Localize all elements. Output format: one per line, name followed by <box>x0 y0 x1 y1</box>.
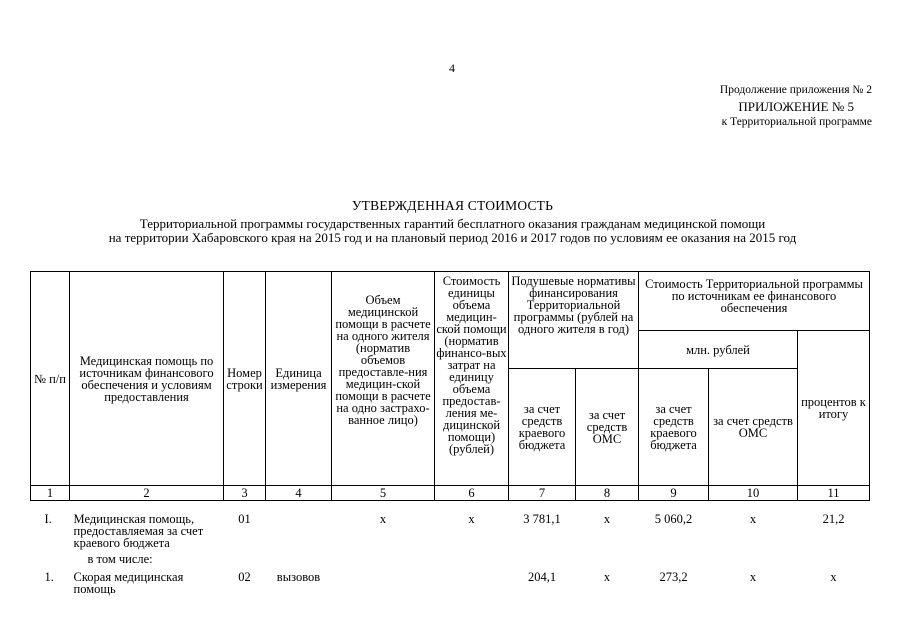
row-percent: 21,2 <box>822 512 845 526</box>
column-number: 4 <box>266 486 332 501</box>
row-cost-budget: 273,2 <box>659 570 688 584</box>
row-per-capita-budget: 204,1 <box>527 570 557 584</box>
header-per-capita: Подушевые нормативы финансирования Территориальной программы (рублей на одного жителя в год) <box>509 272 639 369</box>
header-volume: Объем медицинской помощи в расчете на одного жителя (норматив объемов предоставле-ния медицин-ской помощи в расчете на одно застрахо-ванное лицо) <box>332 272 435 486</box>
header-percent: процентов к итогу <box>798 331 870 486</box>
column-number: 1 <box>31 486 70 501</box>
header-num: № п/п <box>31 272 70 486</box>
row-name: в том числе: <box>87 552 153 566</box>
column-number: 3 <box>224 486 266 501</box>
document-subtitle <box>0 217 905 245</box>
row-line: 02 <box>238 570 251 584</box>
row-unit-cost <box>435 569 509 595</box>
column-number: 8 <box>576 486 639 501</box>
row-percent: х <box>830 570 837 584</box>
header-mln-rubles: млн. рублей <box>639 331 798 369</box>
column-number-row <box>31 486 870 501</box>
row-per-capita-oms: х <box>603 512 611 526</box>
cost-table <box>30 271 870 595</box>
table-row <box>31 553 870 569</box>
subtitle-line-1: Территориальной программы государственных гарантий бесплатного оказания гражданам медицинской помощи <box>139 216 766 231</box>
header-unit: Единица измерения <box>266 272 332 486</box>
column-number: 6 <box>435 486 509 501</box>
row-name: Медицинская помощь, предоставляемая за счет краевого бюджета <box>73 512 204 550</box>
row-unit <box>266 501 332 554</box>
column-number: 10 <box>709 486 798 501</box>
appendix-continuation: Продолжение приложения № 2 <box>719 84 872 96</box>
row-cost-oms: х <box>749 512 757 526</box>
row-line: 01 <box>238 512 251 526</box>
row-per-capita-budget: 3 781,1 <box>523 512 561 526</box>
header-cost-budget: за счет средств краевого бюджета <box>639 369 709 486</box>
column-number: 11 <box>798 486 870 501</box>
column-number: 5 <box>332 486 435 501</box>
document-title: УТВЕРЖДЕННАЯ СТОИМОСТЬ <box>351 198 554 213</box>
row-num: 1. <box>44 570 54 584</box>
header-care: Медицинская помощь по источникам финансового обеспечения и условиям предоставления <box>70 272 224 486</box>
row-num <box>31 553 70 569</box>
header-per-capita-oms: за счет средств ОМС <box>576 369 639 486</box>
row-unit-cost: х <box>468 512 475 526</box>
page-number: 4 <box>449 61 455 75</box>
header-unit-cost: Стоимость единицы объема медицин-ской помощи (норматив финансо-вых затрат на единицу объема предостав-ления ме-дицинской помощи) (рублей) <box>435 272 509 486</box>
table-row <box>31 501 870 554</box>
row-per-capita-oms: х <box>603 570 611 584</box>
row-name: Скорая медицинская помощь <box>73 570 184 596</box>
column-number: 9 <box>639 486 709 501</box>
column-number: 7 <box>509 486 576 501</box>
subtitle-line-2: на территории Хабаровского края на 2015 год и на плановый период 2016 и 2017 годов по условиям ее оказания на 2015 год <box>108 230 797 245</box>
column-number: 2 <box>70 486 224 501</box>
header-program-cost: Стоимость Территориальной программы по источникам ее финансового обеспечения <box>639 272 870 331</box>
table-row <box>31 569 870 595</box>
header-line: Номер строки <box>224 272 266 486</box>
appendix-reference: к Территориальной программе <box>721 116 872 128</box>
appendix-title: ПРИЛОЖЕНИЕ № 5 <box>738 99 854 114</box>
appendix-block <box>612 83 872 130</box>
header-cost-oms: за счет средств ОМС <box>709 369 798 486</box>
row-volume <box>332 569 435 595</box>
row-unit: вызовов <box>276 570 321 584</box>
row-cost-oms: х <box>749 570 757 584</box>
row-volume: х <box>379 512 387 526</box>
row-num: I. <box>44 512 52 526</box>
row-cost-budget: 5 060,2 <box>654 512 693 526</box>
header-per-capita-budget: за счет средств краевого бюджета <box>509 369 576 486</box>
